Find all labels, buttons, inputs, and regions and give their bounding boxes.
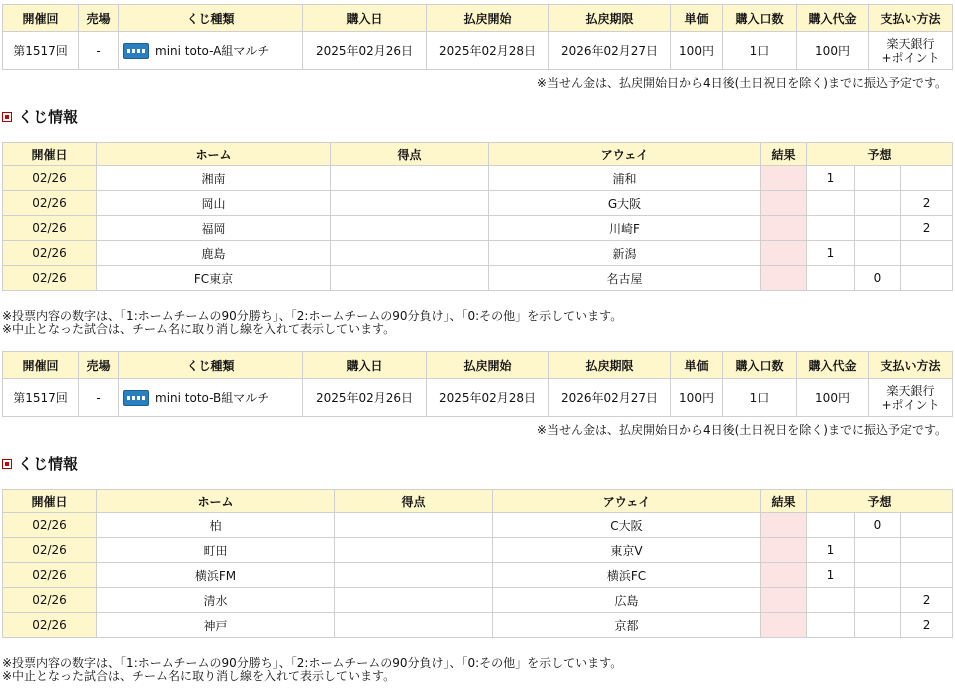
col-date: 開催日 xyxy=(3,490,97,513)
result xyxy=(761,613,807,638)
prediction-1 xyxy=(807,266,855,291)
home-team: 清水 xyxy=(97,588,335,613)
result xyxy=(761,563,807,588)
col-kuji-type: くじ種類 xyxy=(119,5,303,32)
col-shop: 売場 xyxy=(79,5,119,32)
purchase-row xyxy=(3,32,953,70)
match-header-row xyxy=(3,490,953,513)
home-team: FC東京 xyxy=(97,266,331,291)
match-date: 02/26 xyxy=(3,588,97,613)
amount: 100円 xyxy=(797,32,869,70)
home-team: 町田 xyxy=(97,538,335,563)
prediction-2: 2 xyxy=(901,216,953,241)
match-date: 02/26 xyxy=(3,563,97,588)
table-row xyxy=(3,588,953,613)
score xyxy=(331,191,489,216)
table-row xyxy=(3,613,953,638)
col-payout-start: 払戻開始 xyxy=(427,5,549,32)
payment-line-2: +ポイント xyxy=(881,50,940,65)
away-team: 新潟 xyxy=(489,241,761,266)
legend-note-line: ※投票内容の数字は、「1:ホームチームの90分勝ち」、「2:ホームチームの90分負け」、「0:その他」を示しています。 xyxy=(2,309,623,323)
match-date: 02/26 xyxy=(3,266,97,291)
payout-note: ※当せん金は、払戻開始日から4日後(土日祝日を除く)までに振込予定です。 xyxy=(536,423,947,437)
kuji-type: mini toto-A組マルチ xyxy=(155,44,270,58)
table-row xyxy=(3,266,953,291)
prediction-2 xyxy=(901,241,953,266)
home-team: 鹿島 xyxy=(97,241,331,266)
match-table-a xyxy=(2,142,953,291)
payment-line-2: +ポイント xyxy=(881,397,940,412)
col-payout-deadline: 払戻期限 xyxy=(549,352,671,379)
prediction-0 xyxy=(855,166,901,191)
prediction-1: 1 xyxy=(807,166,855,191)
table-row xyxy=(3,216,953,241)
prediction-0: 0 xyxy=(855,266,901,291)
match-table-b xyxy=(2,489,953,638)
col-unit-price: 単価 xyxy=(671,352,723,379)
col-away: アウェイ xyxy=(493,490,761,513)
col-score: 得点 xyxy=(335,490,493,513)
prediction-1 xyxy=(807,216,855,241)
shop: - xyxy=(79,379,119,417)
toto-lottery-icon xyxy=(123,43,149,59)
amount: 100円 xyxy=(797,379,869,417)
legend-note xyxy=(2,310,622,336)
purchase-header-row xyxy=(3,5,953,32)
col-round: 開催回 xyxy=(3,352,79,379)
col-amount: 購入代金 xyxy=(797,5,869,32)
toto-lottery-icon xyxy=(123,390,149,406)
prediction-2: 2 xyxy=(901,191,953,216)
payment-method xyxy=(869,32,953,70)
shop: - xyxy=(79,32,119,70)
prediction-2: 2 xyxy=(901,613,953,638)
prediction-1 xyxy=(807,191,855,216)
payout-deadline: 2026年02月27日 xyxy=(549,379,671,417)
table-row xyxy=(3,513,953,538)
home-team: 湘南 xyxy=(97,166,331,191)
score xyxy=(335,563,493,588)
col-date: 開催日 xyxy=(3,143,97,166)
col-unit-price: 単価 xyxy=(671,5,723,32)
score xyxy=(331,241,489,266)
col-shop: 売場 xyxy=(79,352,119,379)
prediction-0 xyxy=(855,216,901,241)
prediction-2 xyxy=(901,538,953,563)
col-home: ホーム xyxy=(97,143,331,166)
result xyxy=(761,241,807,266)
purchase-date: 2025年02月26日 xyxy=(303,32,427,70)
kuji-type-cell xyxy=(119,379,303,417)
col-amount: 購入代金 xyxy=(797,352,869,379)
away-team: 川崎F xyxy=(489,216,761,241)
prediction-0 xyxy=(855,588,901,613)
score xyxy=(335,588,493,613)
section-marker-icon xyxy=(2,459,12,469)
col-units: 購入口数 xyxy=(723,352,797,379)
prediction-2 xyxy=(901,166,953,191)
result xyxy=(761,166,807,191)
units: 1口 xyxy=(723,379,797,417)
away-team: 広島 xyxy=(493,588,761,613)
away-team: G大阪 xyxy=(489,191,761,216)
match-date: 02/26 xyxy=(3,191,97,216)
kuji-type: mini toto-B組マルチ xyxy=(155,391,270,405)
purchase-row xyxy=(3,379,953,417)
prediction-1 xyxy=(807,588,855,613)
prediction-0 xyxy=(855,563,901,588)
purchase-table-a xyxy=(2,4,953,70)
score xyxy=(335,613,493,638)
result xyxy=(761,513,807,538)
legend-note-line: ※投票内容の数字は、「1:ホームチームの90分勝ち」、「2:ホームチームの90分負け」、「0:その他」を示しています。 xyxy=(2,656,623,670)
away-team: 浦和 xyxy=(489,166,761,191)
match-header-row xyxy=(3,143,953,166)
unit-price: 100円 xyxy=(671,32,723,70)
col-payout-start: 払戻開始 xyxy=(427,352,549,379)
prediction-1 xyxy=(807,613,855,638)
score xyxy=(335,538,493,563)
prediction-2 xyxy=(901,266,953,291)
home-team: 神戸 xyxy=(97,613,335,638)
prediction-1: 1 xyxy=(807,538,855,563)
col-prediction: 予想 xyxy=(807,143,953,166)
section-title-text: くじ情報 xyxy=(18,455,79,473)
score xyxy=(331,266,489,291)
purchase-date: 2025年02月26日 xyxy=(303,379,427,417)
home-team: 福岡 xyxy=(97,216,331,241)
table-row xyxy=(3,166,953,191)
units: 1口 xyxy=(723,32,797,70)
result xyxy=(761,216,807,241)
result xyxy=(761,191,807,216)
col-payment: 支払い方法 xyxy=(869,5,953,32)
payment-line-1: 楽天銀行 xyxy=(886,36,935,51)
section-title-text: くじ情報 xyxy=(18,108,79,126)
score xyxy=(335,513,493,538)
section-title xyxy=(2,453,78,474)
kuji-type-cell xyxy=(119,32,303,70)
legend-note xyxy=(2,657,622,683)
away-team: 京都 xyxy=(493,613,761,638)
col-purchase-date: 購入日 xyxy=(303,352,427,379)
payment-method xyxy=(869,379,953,417)
table-row xyxy=(3,241,953,266)
table-row xyxy=(3,563,953,588)
home-team: 柏 xyxy=(97,513,335,538)
prediction-1: 1 xyxy=(807,241,855,266)
payout-note: ※当せん金は、払戻開始日から4日後(土日祝日を除く)までに振込予定です。 xyxy=(536,76,947,90)
match-date: 02/26 xyxy=(3,613,97,638)
prediction-0: 0 xyxy=(855,513,901,538)
col-payment: 支払い方法 xyxy=(869,352,953,379)
result xyxy=(761,266,807,291)
cancel-note-line: ※中止となった試合は、チーム名に取り消し線を入れて表示しています。 xyxy=(2,322,396,336)
match-date: 02/26 xyxy=(3,241,97,266)
home-team: 横浜FM xyxy=(97,563,335,588)
match-date: 02/26 xyxy=(3,166,97,191)
score xyxy=(331,166,489,191)
away-team: 横浜FC xyxy=(493,563,761,588)
away-team: C大阪 xyxy=(493,513,761,538)
section-marker-icon xyxy=(2,112,12,122)
col-round: 開催回 xyxy=(3,5,79,32)
table-row xyxy=(3,538,953,563)
unit-price: 100円 xyxy=(671,379,723,417)
home-team: 岡山 xyxy=(97,191,331,216)
match-date: 02/26 xyxy=(3,513,97,538)
round: 第1517回 xyxy=(3,32,79,70)
payout-start: 2025年02月28日 xyxy=(427,32,549,70)
col-units: 購入口数 xyxy=(723,5,797,32)
purchase-table-b xyxy=(2,351,953,417)
payout-deadline: 2026年02月27日 xyxy=(549,32,671,70)
match-date: 02/26 xyxy=(3,216,97,241)
score xyxy=(331,216,489,241)
col-home: ホーム xyxy=(97,490,335,513)
prediction-2: 2 xyxy=(901,588,953,613)
section-title xyxy=(2,106,78,127)
prediction-2 xyxy=(901,563,953,588)
table-row xyxy=(3,191,953,216)
away-team: 東京V xyxy=(493,538,761,563)
col-purchase-date: 購入日 xyxy=(303,5,427,32)
prediction-0 xyxy=(855,191,901,216)
prediction-0 xyxy=(855,538,901,563)
col-result: 結果 xyxy=(761,490,807,513)
result xyxy=(761,538,807,563)
cancel-note-line: ※中止となった試合は、チーム名に取り消し線を入れて表示しています。 xyxy=(2,669,396,683)
prediction-2 xyxy=(901,513,953,538)
result xyxy=(761,588,807,613)
prediction-0 xyxy=(855,241,901,266)
prediction-1 xyxy=(807,513,855,538)
col-away: アウェイ xyxy=(489,143,761,166)
col-score: 得点 xyxy=(331,143,489,166)
purchase-header-row xyxy=(3,352,953,379)
col-payout-deadline: 払戻期限 xyxy=(549,5,671,32)
payment-line-1: 楽天銀行 xyxy=(886,383,935,398)
prediction-0 xyxy=(855,613,901,638)
match-date: 02/26 xyxy=(3,538,97,563)
col-prediction: 予想 xyxy=(807,490,953,513)
payout-start: 2025年02月28日 xyxy=(427,379,549,417)
away-team: 名古屋 xyxy=(489,266,761,291)
col-kuji-type: くじ種類 xyxy=(119,352,303,379)
prediction-1: 1 xyxy=(807,563,855,588)
round: 第1517回 xyxy=(3,379,79,417)
col-result: 結果 xyxy=(761,143,807,166)
